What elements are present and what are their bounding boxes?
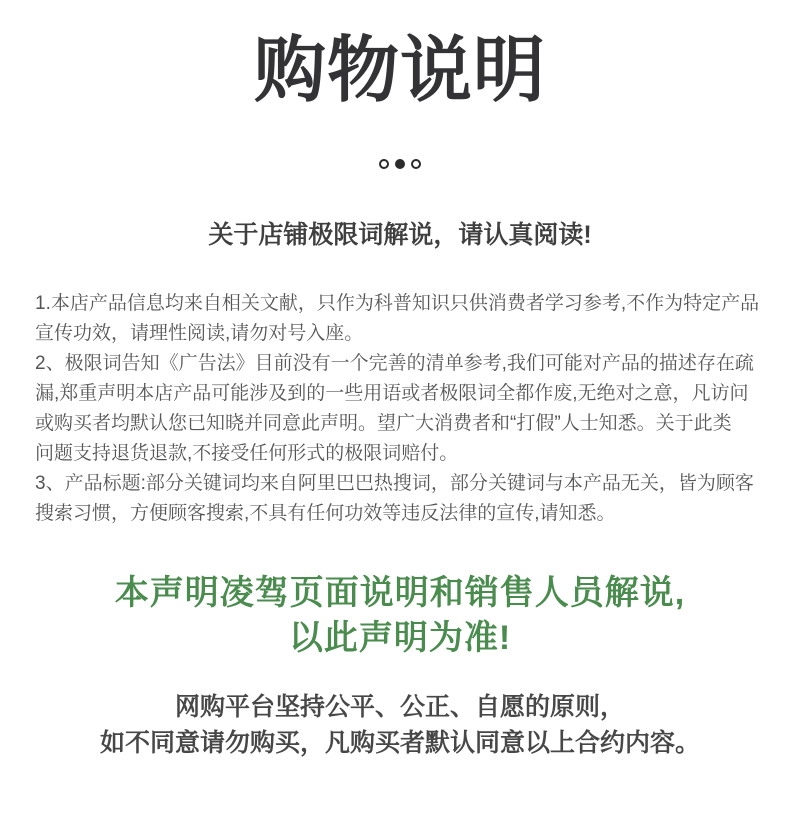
footer-line: 网购平台坚持公平、公正、自愿的原则， [174,692,625,721]
disclaimer-body [35,289,772,529]
carousel-dot[interactable] [411,159,421,169]
disclaimer-line: 搜索习惯，方便顾客搜索,不具有任何功效等违反法律的宣传,请知悉。 [35,502,616,524]
page-title: 购物说明 [253,31,546,111]
carousel-dot[interactable] [379,159,389,169]
carousel-dots [0,159,800,169]
disclaimer-paragraph-2 [35,349,772,469]
disclaimer-line: 或购买者均默认您已知晓并同意此声明。望广大消费者和“打假”人士知悉。关于此类 [35,412,732,434]
statement-line: 以此声明为准! [288,618,512,657]
footer-line: 如不同意请勿购买，凡购买者默认同意以上合约内容。 [99,728,700,757]
disclaimer-line: 1.本店产品信息均来自相关文献，只作为科普知识只供消费者学习参考,不作为特定产品 [35,292,760,314]
disclaimer-line: 2、极限词告知《广告法》目前没有一个完善的清单参考,我们可能对产品的描述存在疏 [35,352,754,374]
notice-subtitle: 关于店铺极限词解说，请认真阅读! [208,220,592,249]
disclaimer-line: 漏,郑重声明本店产品可能涉及到的一些用语或者极限词全都作废,无绝对之意，凡访问 [35,382,749,404]
disclaimer-line: 宣传功效，请理性阅读,请勿对号入座。 [35,322,364,344]
disclaimer-line: 3、产品标题:部分关键词均来自阿里巴巴热搜词，部分关键词与本产品无关，皆为顾客 [35,472,754,494]
statement-line: 本声明凌驾页面说明和销售人员解说, [114,573,686,612]
disclaimer-paragraph-1 [35,289,772,349]
platform-principle-statement [0,689,800,761]
disclaimer-paragraph-3 [35,469,772,529]
priority-statement [0,571,800,661]
carousel-dot-active[interactable] [395,159,405,169]
disclaimer-line: 问题支持退货退款,不接受任何形式的极限词赔付。 [35,442,459,464]
